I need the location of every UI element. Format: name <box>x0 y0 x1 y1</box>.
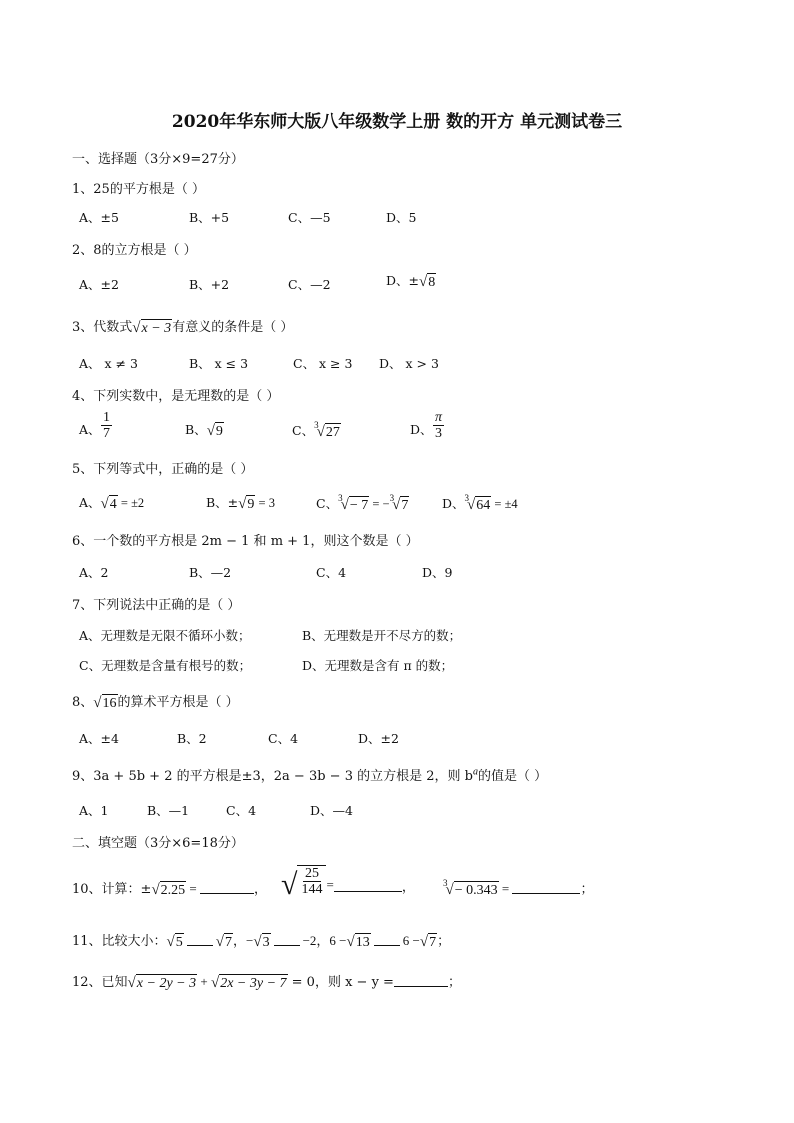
question-8-stem <box>72 691 239 712</box>
question-11 <box>72 930 450 951</box>
sqrt-expression: √ 4 <box>100 495 117 512</box>
cbrt-expression: √ − 7 <box>340 496 369 513</box>
separator: ，− <box>233 933 254 948</box>
answer-blank-1[interactable] <box>200 880 254 894</box>
section-heading-fill-in: 二、填空题（3分×6=18分） <box>72 836 244 851</box>
numerator: 25 <box>304 866 319 881</box>
sqrt-expression: √ 16 <box>93 694 117 711</box>
option-c: C、—2 <box>288 277 331 292</box>
stem-prefix: 8、 <box>72 695 94 710</box>
sqrt-expression: √ 13 <box>346 933 370 950</box>
radicand: 16 <box>102 695 117 711</box>
option-a: A、无理数是无限不循环小数； <box>79 628 251 643</box>
plus: + <box>197 974 211 989</box>
option-b: B、无理数是开不尽方的数； <box>302 628 462 643</box>
question-10-part-2 <box>281 865 415 905</box>
radicand: x − 3 <box>141 320 172 336</box>
option-c: C、4 <box>226 803 257 818</box>
denominator: 144 <box>301 882 323 897</box>
option-d: D、无理数是含有 π 的数； <box>302 658 454 673</box>
radicand: − 0.343 <box>454 882 498 898</box>
option-b <box>185 420 224 440</box>
option-b <box>206 493 275 513</box>
section-heading-choice: 一、选择题（3分×9=27分） <box>72 152 244 167</box>
radicand: 9 <box>215 423 223 439</box>
option-a-fraction <box>101 410 112 441</box>
option-a-label: A、 <box>79 422 101 437</box>
numerator: 1 <box>103 410 110 425</box>
question-9-stem <box>72 765 547 784</box>
option-b: B、—1 <box>147 803 190 818</box>
option-a-tail: = ±2 <box>117 496 145 510</box>
stem-suffix: 的算术平方根是（ ） <box>117 695 239 710</box>
option-b: B、+2 <box>189 277 230 292</box>
sqrt-expression: √ x − 3 <box>132 319 172 336</box>
radicand: 8 <box>428 274 436 290</box>
stem-suffix: 有意义的条件是（ ） <box>172 320 294 335</box>
sqrt-expression: √ 8 <box>419 273 436 290</box>
option-c: C、4 <box>268 731 299 746</box>
option-d-tail: = ±4 <box>491 497 518 511</box>
option-b: B、—2 <box>189 565 232 580</box>
sqrt-expression: √ 9 <box>206 422 223 439</box>
option-b: B、2 <box>177 731 207 746</box>
option-b-label: B、± <box>206 495 239 510</box>
option-d: D、9 <box>422 565 453 580</box>
sqrt-expression: √ 2x − 3y − 7 <box>210 974 287 991</box>
root-index: 3 <box>464 493 470 503</box>
equals: = <box>186 881 201 896</box>
stem-prefix: 12、已知 <box>72 975 128 990</box>
option-b: B、+5 <box>189 210 230 225</box>
option-a: A、±5 <box>79 210 119 225</box>
option-c: C、4 <box>316 565 347 580</box>
sqrt-fraction: √ $\frac{25}{144}$ <box>281 865 326 905</box>
option-c <box>292 420 341 441</box>
radicand: 3 <box>262 934 270 950</box>
answer-blank-1[interactable] <box>187 932 213 946</box>
sqrt-expression: √ 5 <box>166 933 183 950</box>
sqrt-expression: √ 3 <box>253 933 270 950</box>
question-10-part-3 <box>443 878 594 899</box>
separator: 6 − <box>402 933 420 948</box>
sqrt-expression: √ 7 <box>215 933 233 950</box>
radicand: 64 <box>476 497 491 513</box>
option-c-equals: = − <box>369 497 390 511</box>
radicand: 2.25 <box>160 882 186 898</box>
radicand: 7 <box>225 934 233 950</box>
question-6-stem: 6、一个数的平方根是 2m − 1 和 m + 1，则这个数是（ ） <box>72 534 419 549</box>
option-b-label: B、 <box>185 422 207 437</box>
answer-blank-3[interactable] <box>512 880 580 894</box>
answer-blank-2[interactable] <box>274 932 300 946</box>
cbrt-expression: √ 27 <box>316 423 340 440</box>
option-c-label: C、 <box>316 496 339 511</box>
answer-blank-2[interactable] <box>334 878 402 892</box>
separator: ， <box>401 879 415 895</box>
option-d-fraction <box>433 410 444 441</box>
root-index: 3 <box>443 878 448 888</box>
option-d: D、 x > 3 <box>379 356 439 371</box>
option-c: C、 x ≥ 3 <box>293 356 353 371</box>
question-1-stem: 1、25的平方根是（ ） <box>72 182 205 197</box>
option-c-label: C、 <box>292 423 315 438</box>
option-d: D、—4 <box>310 803 353 818</box>
sqrt-expression: √ 9 <box>238 495 255 512</box>
option-d-label: D、± <box>386 273 419 288</box>
question-7-stem: 7、下列说法中正确的是（ ） <box>72 598 241 613</box>
sqrt-expression: √ x − 2y − 3 <box>127 974 197 991</box>
radicand: 27 <box>325 424 340 440</box>
page-title: 2020年华东师大版八年级数学上册 数的开方 单元测试卷三 <box>171 112 623 132</box>
option-a: A、2 <box>79 565 109 580</box>
separator: −2，6 − <box>302 933 347 948</box>
option-d <box>442 493 518 514</box>
stem-prefix: 10、计算：± <box>72 882 152 897</box>
question-2-stem: 2、8的立方根是（ ） <box>72 243 197 258</box>
option-c <box>316 493 409 514</box>
cbrt-expression: √ 64 <box>467 496 491 513</box>
line-end: ； <box>437 934 451 949</box>
answer-blank-3[interactable] <box>374 932 400 946</box>
root-index: 3 <box>314 420 319 430</box>
line-end: ； <box>580 882 594 897</box>
numerator: π <box>435 410 443 425</box>
option-a <box>79 493 144 513</box>
radicand: x − 2y − 3 <box>136 975 197 991</box>
radicand: 7 <box>429 934 437 950</box>
question-5-stem: 5、下列等式中，正确的是（ ） <box>72 462 254 477</box>
equals: = <box>498 881 513 896</box>
radicand: 13 <box>355 934 370 950</box>
sqrt-expression: √ 7 <box>419 933 437 950</box>
stem-prefix: 3、代数式 <box>72 320 133 335</box>
radicand: 9 <box>247 496 255 512</box>
option-a: A、 x ≠ 3 <box>79 356 138 371</box>
option-d-label: D、 <box>442 496 465 511</box>
question-12 <box>72 971 461 992</box>
question-10-part-1 <box>72 878 267 899</box>
option-b-tail: = 3 <box>255 496 275 510</box>
option-d-label: D、 <box>410 422 433 437</box>
radicand: 4 <box>109 496 117 512</box>
option-c: C、—5 <box>288 210 331 225</box>
stem-prefix: 11、比较大小： <box>72 934 167 949</box>
option-d: D、±2 <box>358 731 399 746</box>
equals: = <box>326 877 334 892</box>
option-b: B、 x ≤ 3 <box>189 356 249 371</box>
separator: ， <box>254 882 268 897</box>
radicand: 2x − 3y − 7 <box>220 975 287 991</box>
denominator: 3 <box>435 426 442 441</box>
option-a: A、1 <box>79 803 109 818</box>
stem-part-1: 9、3a + 5b + 2 的平方根是±3，2a − 3b − 3 的立方根是 2，则 b <box>72 769 473 784</box>
option-a: A、±2 <box>79 277 119 292</box>
root-index: 3 <box>338 493 343 503</box>
radicand: − 7 <box>349 497 369 513</box>
denominator: 7 <box>103 426 110 441</box>
radicand: 5 <box>175 934 183 950</box>
cbrt-expression: √ − 0.343 <box>445 881 498 898</box>
option-c: C、无理数是含量有根号的数； <box>79 658 252 673</box>
root-index: 3 <box>389 493 395 503</box>
radicand: 7 <box>401 497 409 513</box>
line-end: ； <box>447 975 461 990</box>
option-a: A、±4 <box>79 731 119 746</box>
option-a-label: A、 <box>79 495 101 510</box>
answer-blank[interactable] <box>394 973 448 987</box>
option-d <box>386 271 436 291</box>
question-3-stem <box>72 316 293 337</box>
exponent: a <box>472 766 478 778</box>
stem-tail: = 0，则 x − y = <box>287 975 394 990</box>
stem-part-2: 的值是（ ） <box>477 769 548 784</box>
sqrt-expression: √ 2.25 <box>151 881 186 898</box>
option-d: D、5 <box>386 210 417 225</box>
cbrt-expression: √ 7 <box>392 496 409 513</box>
question-4-stem: 4、下列实数中，是无理数的是（ ） <box>72 389 280 404</box>
